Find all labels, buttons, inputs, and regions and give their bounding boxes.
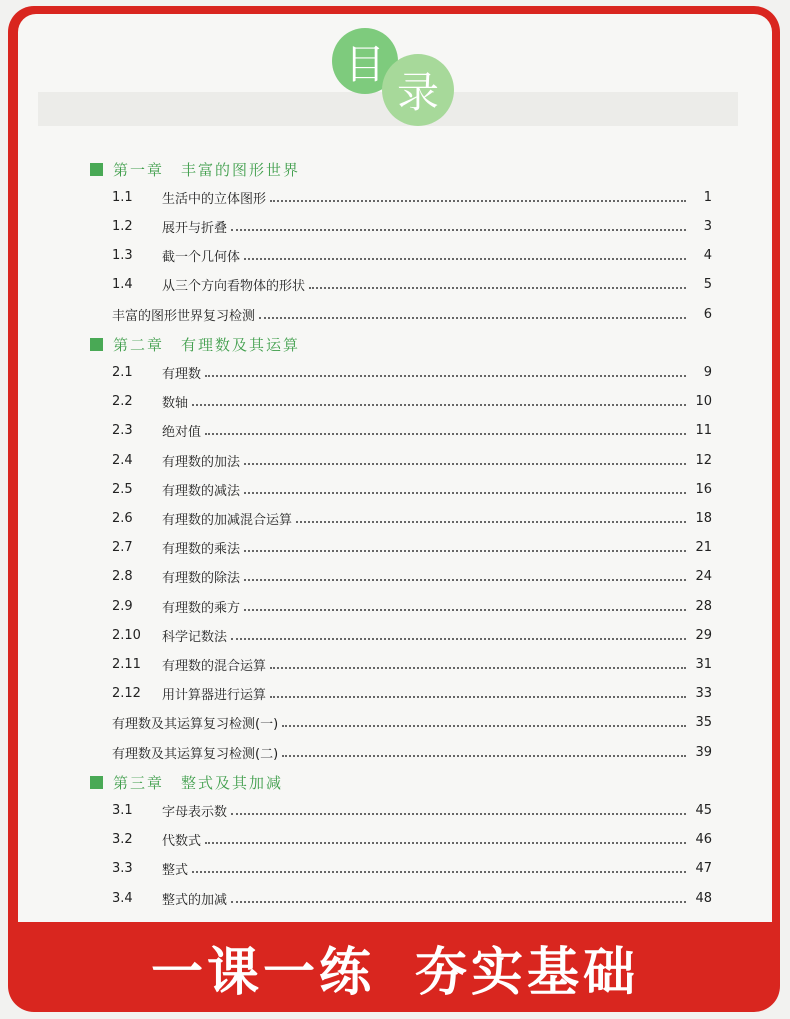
leader-dots bbox=[244, 257, 686, 260]
leader-dots bbox=[244, 491, 686, 494]
section-number: 2.7 bbox=[112, 540, 133, 556]
toc-section-row[interactable] bbox=[112, 275, 712, 295]
section-number: 2.3 bbox=[112, 423, 133, 439]
toc-section-row[interactable] bbox=[112, 187, 712, 207]
page-number: 11 bbox=[695, 423, 712, 439]
section-title: 有理数的减法 bbox=[162, 483, 241, 499]
section-title: 字母表示数 bbox=[162, 804, 228, 820]
leader-dots bbox=[205, 374, 686, 377]
leader-dots bbox=[270, 199, 686, 202]
chapter-heading[interactable] bbox=[90, 771, 283, 793]
section-title: 有理数的加法 bbox=[162, 454, 241, 470]
section-title: 有理数的混合运算 bbox=[162, 658, 267, 674]
page-number: 1 bbox=[703, 189, 712, 205]
page-number: 4 bbox=[703, 248, 712, 264]
toc-section-row[interactable] bbox=[112, 625, 712, 645]
section-title: 截一个几何体 bbox=[162, 250, 241, 266]
leader-dots bbox=[244, 462, 686, 465]
leader-dots bbox=[192, 870, 686, 873]
title-char-mu: 目 bbox=[332, 28, 398, 94]
slogan-part2: 夯实基础 bbox=[415, 942, 640, 1003]
page-number: 18 bbox=[695, 510, 712, 526]
toc-section-row[interactable] bbox=[112, 479, 712, 499]
section-number: 2.8 bbox=[112, 569, 133, 585]
section-title: 整式 bbox=[162, 863, 189, 879]
section-number: 2.1 bbox=[112, 364, 133, 380]
toc-section-row[interactable] bbox=[112, 392, 712, 412]
section-title: 丰富的图形世界复习检测 bbox=[112, 308, 256, 324]
section-number: 2.12 bbox=[112, 686, 141, 702]
chapter-marker-icon bbox=[90, 776, 103, 789]
chapter-label: 第二章 有理数及其运算 bbox=[113, 335, 301, 354]
page-number: 33 bbox=[695, 686, 712, 702]
toc-section-row[interactable] bbox=[112, 654, 712, 674]
toc-section-row[interactable] bbox=[112, 800, 712, 820]
chapter-heading[interactable] bbox=[90, 158, 300, 180]
leader-dots bbox=[205, 432, 686, 435]
section-title: 有理数的乘方 bbox=[162, 600, 241, 616]
toc-section-row[interactable] bbox=[112, 508, 712, 528]
leader-dots bbox=[296, 520, 686, 523]
section-number: 2.6 bbox=[112, 510, 133, 526]
leader-dots bbox=[192, 403, 686, 406]
toc-section-row[interactable] bbox=[112, 216, 712, 236]
section-title: 生活中的立体图形 bbox=[162, 191, 267, 207]
section-title: 有理数及其运算复习检测(一) bbox=[112, 717, 279, 733]
page-number: 39 bbox=[695, 744, 712, 760]
page-number: 21 bbox=[695, 540, 712, 556]
title-char-lu: 录 bbox=[382, 54, 454, 126]
page-number: 12 bbox=[695, 452, 712, 468]
page-number: 16 bbox=[695, 481, 712, 497]
leader-dots bbox=[282, 754, 686, 757]
toc-review-row[interactable] bbox=[112, 304, 712, 324]
leader-dots bbox=[205, 841, 686, 844]
page-number: 47 bbox=[695, 861, 712, 877]
slogan-banner bbox=[0, 922, 790, 1012]
toc-review-row[interactable] bbox=[112, 742, 712, 762]
section-number: 2.4 bbox=[112, 452, 133, 468]
toc-page bbox=[18, 14, 772, 922]
section-number: 3.1 bbox=[112, 802, 133, 818]
page-number: 45 bbox=[695, 802, 712, 818]
section-number: 1.3 bbox=[112, 248, 133, 264]
chapter-marker-icon bbox=[90, 338, 103, 351]
section-title: 有理数 bbox=[162, 366, 202, 382]
section-number: 3.3 bbox=[112, 861, 133, 877]
section-title: 代数式 bbox=[162, 834, 202, 850]
toc-section-row[interactable] bbox=[112, 362, 712, 382]
toc-section-row[interactable] bbox=[112, 596, 712, 616]
chapter-marker-icon bbox=[90, 163, 103, 176]
chapter-label: 第一章 丰富的图形世界 bbox=[113, 160, 301, 179]
section-number: 2.11 bbox=[112, 656, 141, 672]
chapter-label: 第三章 整式及其加减 bbox=[113, 773, 284, 792]
leader-dots bbox=[244, 578, 686, 581]
toc-section-row[interactable] bbox=[112, 246, 712, 266]
toc-section-row[interactable] bbox=[112, 888, 712, 908]
section-title: 数轴 bbox=[162, 396, 189, 412]
toc-section-row[interactable] bbox=[112, 684, 712, 704]
page-number: 10 bbox=[695, 394, 712, 410]
page-number: 24 bbox=[695, 569, 712, 585]
section-number: 2.9 bbox=[112, 598, 133, 614]
section-title: 科学记数法 bbox=[162, 629, 228, 645]
page-number: 28 bbox=[695, 598, 712, 614]
section-title: 有理数的加减混合运算 bbox=[162, 512, 293, 528]
page-number: 29 bbox=[695, 627, 712, 643]
leader-dots bbox=[231, 900, 686, 903]
page-number: 48 bbox=[695, 890, 712, 906]
page-number: 3 bbox=[703, 218, 712, 234]
section-title: 展开与折叠 bbox=[162, 220, 228, 236]
section-number: 2.10 bbox=[112, 627, 141, 643]
page-number: 31 bbox=[695, 656, 712, 672]
toc-section-row[interactable] bbox=[112, 567, 712, 587]
section-number: 1.2 bbox=[112, 218, 133, 234]
section-title: 从三个方向看物体的形状 bbox=[162, 279, 306, 295]
chapter-heading[interactable] bbox=[90, 333, 300, 355]
section-number: 2.5 bbox=[112, 481, 133, 497]
page-number: 5 bbox=[703, 277, 712, 293]
leader-dots bbox=[270, 695, 686, 698]
toc-section-row[interactable] bbox=[112, 450, 712, 470]
section-title: 绝对值 bbox=[162, 425, 202, 441]
section-number: 3.4 bbox=[112, 890, 133, 906]
leader-dots bbox=[259, 316, 686, 319]
section-number: 2.2 bbox=[112, 394, 133, 410]
leader-dots bbox=[231, 812, 686, 815]
page-number: 6 bbox=[703, 306, 712, 322]
page-title bbox=[318, 28, 488, 124]
toc-section-row[interactable] bbox=[112, 538, 712, 558]
leader-dots bbox=[231, 637, 686, 640]
leader-dots bbox=[231, 228, 686, 231]
leader-dots bbox=[282, 724, 686, 727]
section-number: 1.4 bbox=[112, 277, 133, 293]
leader-dots bbox=[244, 549, 686, 552]
section-title: 有理数及其运算复习检测(二) bbox=[112, 746, 279, 762]
toc-section-row[interactable] bbox=[112, 421, 712, 441]
section-number: 1.1 bbox=[112, 189, 133, 205]
slogan-part1: 一课一练 bbox=[150, 942, 375, 1003]
page-number: 46 bbox=[695, 832, 712, 848]
section-title: 整式的加减 bbox=[162, 892, 228, 908]
page-number: 9 bbox=[703, 364, 712, 380]
section-title: 用计算器进行运算 bbox=[162, 688, 267, 704]
leader-dots bbox=[270, 666, 686, 669]
toc-review-row[interactable] bbox=[112, 713, 712, 733]
section-number: 3.2 bbox=[112, 832, 133, 848]
page-number: 35 bbox=[695, 715, 712, 731]
toc-section-row[interactable] bbox=[112, 830, 712, 850]
leader-dots bbox=[309, 286, 686, 289]
toc-section-row[interactable] bbox=[112, 859, 712, 879]
section-title: 有理数的除法 bbox=[162, 571, 241, 587]
section-title: 有理数的乘法 bbox=[162, 542, 241, 558]
leader-dots bbox=[244, 608, 686, 611]
